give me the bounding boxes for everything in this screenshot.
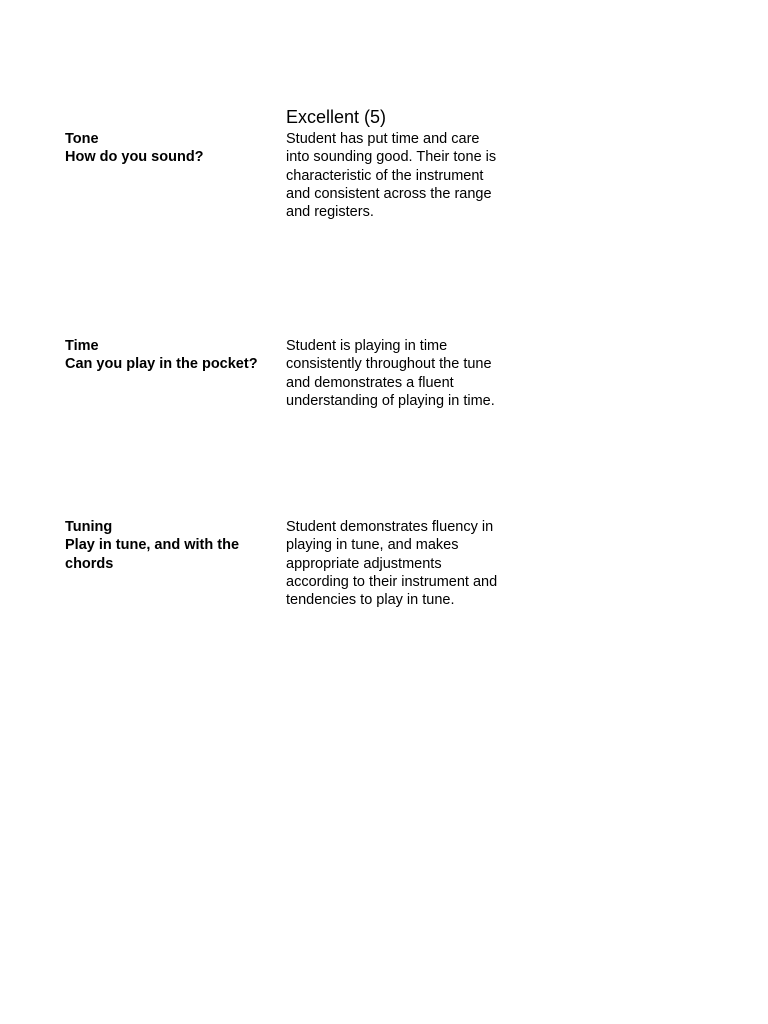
description-line: and demonstrates a fluent [286,374,454,391]
criterion-time [65,337,280,374]
description-tuning [286,518,546,609]
description-time [286,337,546,410]
description-line: into sounding good. Their tone is [286,149,497,166]
description-line: Student is playing in time [286,338,448,354]
description-line: appropriate adjustments [286,555,442,572]
criterion-question: Can you play in the pocket? [65,356,258,373]
description-line: tendencies to play in tune. [286,592,455,609]
description-line: playing in tune, and makes [286,537,459,554]
criterion-question: Play in tune, and with the [65,537,240,554]
description-line: Student has put time and care [286,131,480,147]
description-line: characteristic of the instrument [286,167,484,184]
criterion-title: Time [65,338,99,354]
criterion-tuning [65,518,280,573]
description-line: Student demonstrates fluency in [286,519,494,535]
criterion-title: Tone [65,131,99,147]
description-line: consistently throughout the tune [286,356,492,373]
description-line: understanding of playing in time. [286,392,495,409]
criterion-question: How do you sound? [65,149,204,166]
criterion-question: chords [65,555,114,572]
description-line: and registers. [286,204,374,221]
criterion-title: Tuning [65,519,113,535]
criterion-tone [65,130,280,167]
description-line: and consistent across the range [286,185,492,202]
description-tone [286,130,546,221]
description-line: according to their instrument and [286,573,498,590]
column-header-excellent: Excellent (5) [286,107,387,127]
